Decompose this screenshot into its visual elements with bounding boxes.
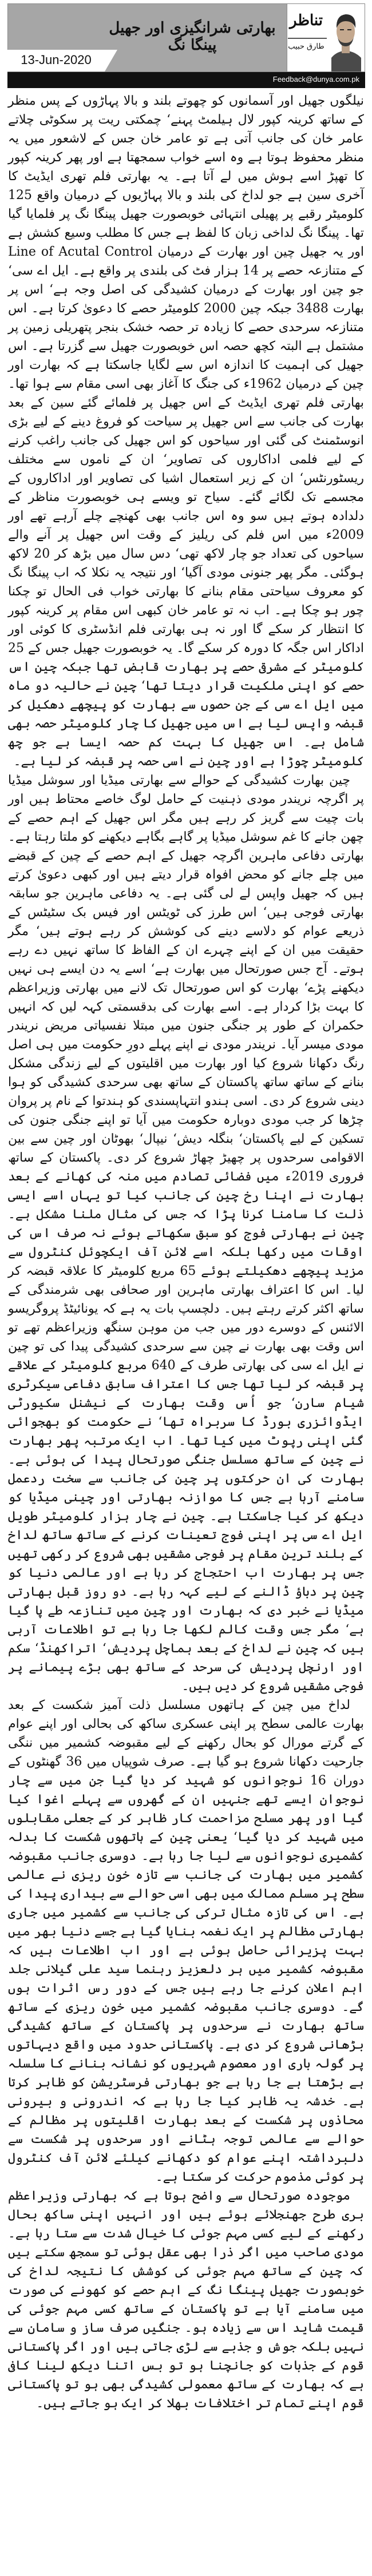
publish-date: 13-Jun-2020 bbox=[21, 53, 92, 67]
column-name: تناظر bbox=[289, 12, 323, 29]
date-box-slant bbox=[105, 50, 117, 71]
article-paragraph: چین بھارت کشیدگی کے حوالے سے بھارتی میڈیا اور سوشل میڈیا پر اگرچہ نریندر مودی ذہنیت کے حامل لوگ خاصے محتاط ہیں اور بات چیت سے گریز کر رہے ہیں مگر اس جھیل کے اہم حصے کے چھن جانے کا غم سوشل میڈیا پر گاہے بگاہے دیکھنے کو ملتا رہتا ہے۔ بھارتی دفاعی ماہرین اگرچہ جھیل کے اہم حصے کے چین کے قبضے میں چلے جانے کو محض افواہ قرار دیتے ہیں اور کبھی دعویٰ کرتے ہیں کہ جھیل واپس لے لی گئی ہے۔ یہ دفاعی ماہرین جو سابقہ بھارتی فوجی ہیں‘ اس طرز کی ٹویٹس اور فیس بک سٹیٹس کے ذریعے عوام کو دلاسے دینے کی کوشش کر رہے ہوتے ہیں‘ مگر حقیقت میں ان کے اپنے چہرے ان کے الفاظ کا ساتھ نہیں دے رہے ہوتے۔ آج جس صورتحال میں بھارت ہے‘ اسے یہ دن ایسے ہی نہیں دیکھنے پڑے‘ بھارت کو اس صورتحال تک لانے میں بھارتی وزیراعظم کا بہت بڑا کردار ہے۔ اسے بھارت کی بدقسمتی کہہ لیں کہ انہیں حکمران کے طور پر جنگی جنون میں مبتلا نفسیاتی مریض نریندر مودی میسر آیا۔ نریندر مودی نے اپنے پہلے دورِ حکومت میں ہی اصل رنگ دکھانا شروع کیا اور بھارت میں اقلیتوں کے لیے زندگی مشکل بنانے کے ساتھ ساتھ پاکستان کے ساتھ بھی سرحدی کشیدگی کو ہوا دینی شروع کر دی۔ اسی ہندو انتہاپسندی کو ہندتوا کے نام پر پروان چڑھا کر جب مودی دوبارہ حکومت میں آیا تو اپنے جنگی جنون کی تسکین کے لیے پاکستان‘ بنگلہ دیش‘ نیپال‘ بھوٹان اور چین سے بین الاقوامی سرحدوں پر چھیڑ چھاڑ شروع کر دی۔ پاکستان کے ساتھ فروری 2019ء میں فضائی تصادم میں منہ کی کھانے کے بعد بھارت نے اپنا رخ چین کی جانب کیا تو یہاں اسے ایسی ذلت کا سامنا کرنا پڑا کہ جس کی مثال ملنا مشکل ہے۔ چین نے بھارتی فوج کو سبق سکھاتے ہوئے نہ صرف اس کی اوقات میں رکھا بلکہ اسے لائن آف ایکچوئل کنٹرول سے مزید پیچھے دھکیلتے ہوئے 65 مربع کلومیٹر کا علاقہ قبضہ کر لیا۔ اس کا اعتراف بھارتی ماہرین اور صحافی بھی شرمندگی کے ساتھ اکثر کرتے رہتے ہیں۔ دلچسپ بات یہ ہے کہ یونائیٹڈ پروگریسو الائنس کے دوسرے دور میں جب من موہن سنگھ وزیراعظم تھے تو اس وقت بھی بھارت نے چین سے سرحدی کشیدگی پیدا کی تو چین نے ایل اے سی کی بھارتی طرف کے 640 مربع کلومیٹر کے علاقے پر قبضہ کر لیا تھا جس کا اعتراف سابق دفاعی سیکرٹری شیام سارن‘ جو اُس وقت بھارت کے نیشنل سکیورٹی ایڈوائزری بورڈ کا سربراہ تھا‘ نے حکومت کو بھجوائی گئی اپنی رپوٹ میں کیا تھا۔ اب ایک مرتبہ پھر بھارت نے چین کے ساتھ مسلسل جنگی صورتحال پیدا کی ہوئی ہے۔ بھارت کی ان حرکتوں پر چین کی جانب سے سخت ردعمل سامنے آرہا ہے جس کا موازنہ بھارتی اور چینی میڈیا کو دیکھ کر کیا جاسکتا ہے۔ چین نے چار ہزار کلومیٹر طویل ایل اے سی پر اپنی فوج تعینات کرنے کے ساتھ ساتھ لداخ کے بلند ترین مقام پر فوجی مشقیں بھی شروع کر رکھی تھیں جس پر بھارت اب احتجاج کر رہا ہے اور عالمی دنیا کو چین پر دباؤ ڈالنے کے لیے کہہ رہا ہے۔ دو روز قبل بھارتی میڈیا نے خبر دی کہ بھارت اور چین میں تنازعہ طے پا گیا ہے‘ مگر جس وقت کالم لکھا جا رہا ہے تو اطلاعات آرہی ہیں کہ چین نے لداخ کے بعد ہماچل پردیش‘ اتراکھنڈ‘ سکم اور ارنچل پردیش کی سرحد کے ساتھ بھی بڑے پیمانے پر فوجی مشقیں شروع کر دیں ہیں۔ bbox=[8, 773, 364, 1694]
article-headline: بھارتی شرانگیزی اور جھیل پینگا نگ bbox=[109, 19, 276, 54]
author-name: طارق حبیب bbox=[288, 42, 324, 51]
article-paragraph: موجودہ صورتحال سے واضح ہوتا ہے کہ بھارتی وزیراعظم بری طرح جھنجلائے ہوئے ہیں اور انہیں اپنی ساکھ بحال رکھنے کے لیے کسی مہم جوئی کا خیال شدت سے ستا رہا ہے۔ مودی صاحب میں اگر ذرا بھی عقل ہوئی تو سمجھ سکتے ہیں کہ چین کے ساتھ مہم جوئی کی کوشش کا نتیجہ لداخ کی خوبصورت جھیل پینگا نگ کے اہم حصے کو کھونے کی صورت میں سامنے آیا ہے تو پاکستان کے ساتھ کسی مہم جوئی کی قیمت شاید اس سے زیادہ ہو۔ جنگیں صرف ساز و سامان سے نہیں بلکہ جوش و جذبے سے لڑی جاتی ہیں اور اگر پاکستانی قوم کے جذبات کو جانچنا ہو تو بس اتنا دیکھ لینا کافی ہے کہ بھارت کے ساتھ معمولی کشیدگی بھی ہو تو پاکستانی قوم اپنے تمام تر اختلافات بھلا کر ایک ہو جاتے ہیں۔ bbox=[8, 2189, 364, 2411]
article-body bbox=[8, 92, 364, 2413]
column-header bbox=[7, 3, 365, 89]
column-name-divider bbox=[288, 38, 327, 39]
author-photo bbox=[328, 5, 363, 71]
article-paragraph: نیلگوں جھیل اور آسمانوں کو چھوتے بلند و بالا پہاڑوں کے پس منظر کے ساتھ کرینہ کپور لال ہیلمٹ پہنے‘ چمکتی ریت پر سکوٹی چلاتے عامر خان کی جانب آتی ہے تو عامر خان جس کے لاشعور میں یہ منظر محفوظ ہوتا ہے وہ اسے خواب سمجھتا ہے اور پھر کرینہ کپور کا تھپڑ اسے ہوش میں لے آتا ہے۔ یہ بھارتی فلم تھری ایڈیٹ کا آخری سین ہے جو لداخ کی بلند و بالا پہاڑیوں کے درمیان واقع 125 کلومیٹر رقبے پر پھیلی انتہائی خوبصورت جھیل پینگا نگ پر فلمایا گیا تھا۔ پینگا نگ لداخی زبان کا لفظ ہے جس کا مطلب وسیع کشش ہے اور یہ جھیل چین اور بھارت کے درمیان Line of Acutal Control کے متنازعہ حصے پر 14 ہزار فٹ کی بلندی پر واقع ہے۔ ایل اے سی‘ جو چین اور بھارت کے درمیان کشیدگی کی اصل وجہ ہے‘ اس پر بھارت 3488 جبکہ چین 2000 کلومیٹر حصے کا دعویٰ کرتا ہے۔ اس متنازعہ سرحدی حصے کا زیادہ تر حصہ خشک بنجر پتھریلی زمین پر مشتمل ہے البتہ کچھ حصہ اس خوبصورت جھیل سے گزرتا ہے۔ اس جھیل کی اہمیت کا اندازہ اس سے لگایا جاسکتا ہے کہ بھارت اور چین کے درمیان 1962ء کی جنگ کا آغاز بھی اسی مقام سے ہوا تھا۔ بھارتی فلم تھری ایڈیٹ کے اس جھیل پر فلمائے گئے سین کے بعد بھارت کی جانب سے اس جھیل پر سیاحت کو فروغ دینے کے لیے بڑی انوسٹمنٹ کی گئی اور سیاحوں کو اس جھیل کی جانب راغب کرنے کے لیے فلمی اداکاروں کی تصاویر‘ ان کے ناموں سے مختلف ریسٹورنٹس‘ ان کے زیر استعمال اشیا کی تصاویر اور اداکاروں کے مجسمے تک لگائے گئے۔ سیاح تو ویسے ہی خوبصورت مناظر کے دلدادہ ہوتے ہیں سو وہ اس جانب بھی کھنچے چلے آرہے تھے اور 2009ء میں اس فلم کی ریلیز کے وقت اس جھیل پر آنے والے سیاحوں کی تعداد جو چار لاکھ تھی‘ دس سال میں بڑھ کر 20 لاکھ ہوگئی۔ مگر پھر جنونی مودی آگیا‘ اور نتیجہ یہ نکلا کہ اب پینگا نگ کو معروف سیاحتی مقام بنانے کا بھارتی خواب فی الحال تو چکنا چور ہو چکا ہے۔ اب نہ تو عامر خان کبھی اس مقام پر کرینہ کپور کا انتظار کر سکے گا اور نہ ہی بھارتی فلم انڈسٹری کا کوئی اور اداکار اس جگہ کا دورہ کر سکے گا۔ یہ خوبصورت جھیل جس کے 25 کلومیٹر کے مشرقی حصے پر بھارت قابض تھا جبکہ چین اس حصے کو اپنی ملکیت قرار دیتا تھا‘ چین نے حالیہ دو ماہ میں ایل اے سی کے جن حصوں سے بھارت کو پیچھے دھکیل کر قبضہ واپس لیا ہے اس میں جھیل کا چار کلومیٹر حصہ بھی شامل ہے۔ اس جھیل کا بہت کم حصہ ایسا ہے جو چھ کلومیٹر چوڑا ہے اور چین نے اسی حصہ پر قبضہ کر لیا ہے۔ bbox=[8, 94, 364, 769]
feedback-email-link[interactable]: Feedback@dunya.com.pk bbox=[272, 75, 359, 84]
article-paragraph: لداخ میں چین کے ہاتھوں مسلسل ذلت آمیز شکست کے بعد بھارت عالمی سطح پر اپنی عسکری ساکھ کی بحالی اور اپنے عوام کے گرتے مورال کو بحال رکھنے کے لیے مقبوضہ کشمیر میں ننگی جارحیت دکھانا شروع ہو گیا ہے۔ صرف شوپیاں میں 36 گھنٹوں کے دوران 16 نوجوانوں کو شہید کر دیا گیا جن میں سے چار نوجوان ایسے تھے جنہیں ان کے گھروں سے پہلے اغوا کیا گیا اور پھر مسلح مزاحمت کار ظاہر کر کے جعلی مقابلوں میں شہید کر دیا گیا‘ یعنی چین کے ہاتھوں شکست کا بدلہ کشمیری نوجوانوں سے لیا جا رہا ہے۔ دوسری جانب مقبوضہ کشمیر میں بھارت کی جانب سے تازہ خون ریزی نے عالمی سطح پر مسلم ممالک میں بھی اسی حوالے سے بیداری پیدا کی ہے۔ اس کی تازہ مثال ترکی کی جانب سے کشمیر میں جاری بھارتی مظالم پر ایک نغمہ بنایا گیا ہے جسے دنیا بھر میں بہت پزیرائی حاصل ہوئی ہے اور اب اطلاعات ہیں کہ مقبوضہ کشمیر میں ہر دلعزیز رہنما سید علی گیلانی جلد اہم اعلان کرنے جا رہے ہیں جس کے دور رس اثرات ہوں گے۔ دوسری جانب مقبوضہ کشمیر میں خون ریزی کے ساتھ ساتھ بھارت نے سرحدوں پر پاکستان کے ساتھ کشیدگی بڑھانی شروع کر دی ہے۔ پاکستانی حدود میں واقع دیہاتوں پر گولہ باری اور معصوم شہریوں کو نشانہ بنانے کا سلسلہ ہے بڑھتا ہے جا رہا ہے جو بھارتی فرسٹریشن کو ظاہر کرتا ہے۔ خدشہ یہ ظاہر کیا جا رہا ہے کہ اندرونی و بیرونی محاذوں پر شکست کے بعد بھارت اقلیتوں پر مظالم کے حوالے سے عالمی توجہ ہٹانے اور سرحدوں پر شکست سے دلبرداشتہ اپنے عوام کو دکھانے کیلئے لائن آف کنٹرول پر کوئی مذموم حرکت کر سکتا ہے۔ bbox=[8, 1698, 365, 2184]
author-portrait-icon bbox=[328, 5, 363, 71]
